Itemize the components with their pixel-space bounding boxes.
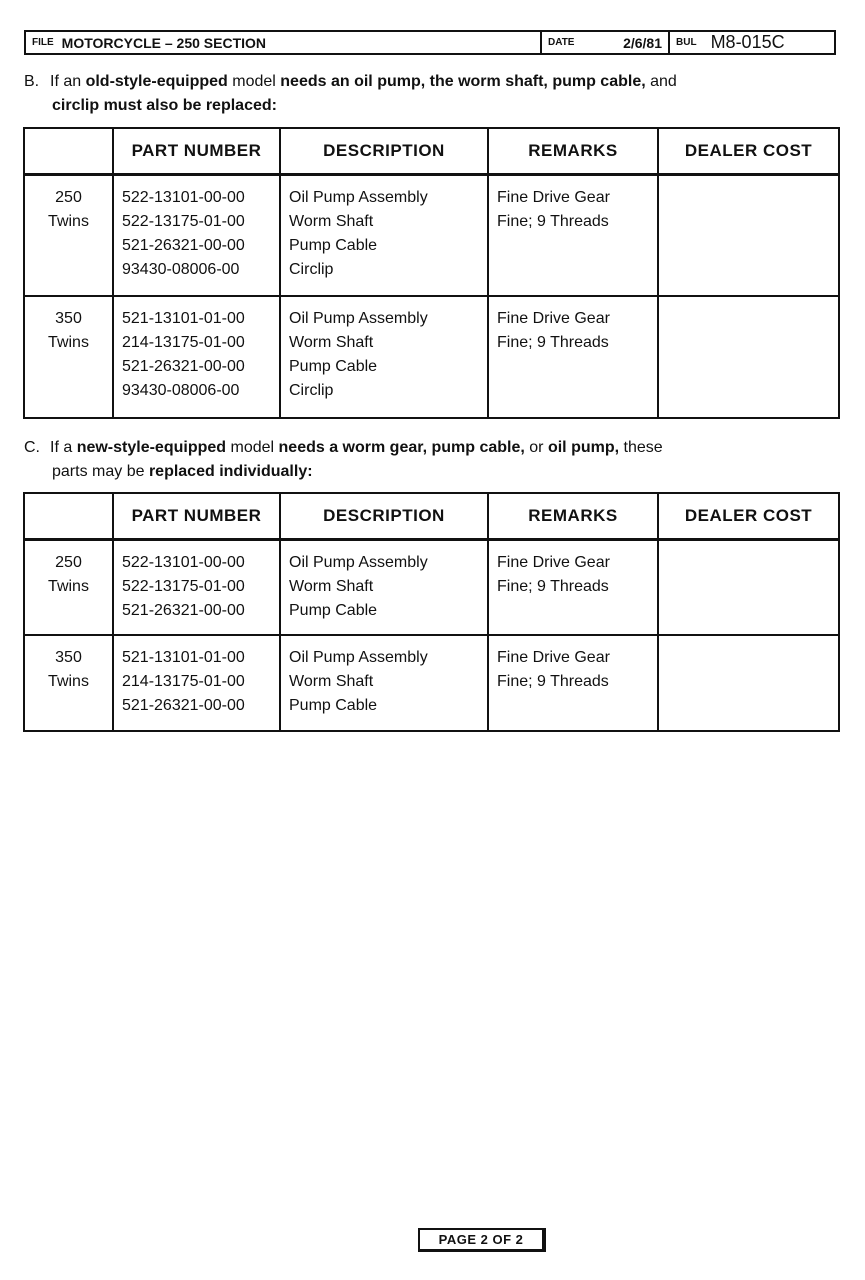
model-size: 250 bbox=[55, 553, 82, 571]
part-description: Worm Shaft bbox=[289, 212, 374, 230]
model-cell bbox=[24, 174, 113, 296]
remark: Fine Drive Gear bbox=[497, 649, 610, 666]
remarks-cell bbox=[488, 539, 658, 635]
table-row bbox=[24, 296, 839, 418]
section-b-text-3: and bbox=[645, 73, 677, 90]
model-cell bbox=[24, 296, 113, 418]
section-c-bold-4: replaced individually: bbox=[148, 463, 313, 480]
column-header-remarks: REMARKS bbox=[488, 128, 658, 174]
dealer-cost-cell bbox=[658, 174, 839, 296]
remark: Fine; 9 Threads bbox=[497, 577, 609, 595]
part-description: Pump Cable bbox=[289, 358, 378, 375]
part-description: Circlip bbox=[289, 382, 334, 399]
date-value: 2/6/81 bbox=[623, 34, 662, 51]
remarks-cell bbox=[488, 635, 658, 731]
page-number-box: PAGE 2 OF 2 bbox=[418, 1228, 546, 1252]
part-number-cell bbox=[113, 174, 280, 296]
section-b-text bbox=[24, 70, 839, 118]
bulletin-number-field bbox=[670, 32, 834, 53]
description-cell bbox=[280, 539, 488, 635]
section-c-bold-2: needs a worm gear, pump cable, bbox=[278, 439, 525, 456]
part-number: 521-13101-01-00 bbox=[122, 649, 245, 666]
section-b-bold-2: needs an oil pump, the worm shaft, pump cable, bbox=[280, 73, 646, 90]
description-cell bbox=[280, 174, 488, 296]
file-field bbox=[26, 32, 542, 53]
dealer-cost-cell bbox=[658, 635, 839, 731]
column-header-dealer-cost: DEALER COST bbox=[658, 128, 839, 174]
dealer-cost-cell bbox=[658, 296, 839, 418]
model-type: Twins bbox=[48, 673, 89, 690]
section-c-bold-3: oil pump, bbox=[547, 439, 620, 456]
bulletin-header bbox=[24, 30, 836, 55]
part-number: 214-13175-01-00 bbox=[122, 334, 245, 351]
model-size: 250 bbox=[55, 188, 82, 206]
model-cell bbox=[24, 635, 113, 731]
part-number-cell bbox=[113, 635, 280, 731]
description-cell bbox=[280, 296, 488, 418]
column-header-remarks: REMARKS bbox=[488, 493, 658, 539]
section-c-text-3: or bbox=[524, 439, 548, 456]
part-number: 93430-08006-00 bbox=[122, 382, 240, 399]
part-number-cell bbox=[113, 296, 280, 418]
model-type: Twins bbox=[48, 334, 89, 351]
part-number: 521-26321-00-00 bbox=[122, 697, 245, 714]
column-header-description: DESCRIPTION bbox=[280, 493, 488, 539]
date-tag: DATE bbox=[548, 37, 575, 48]
section-c-text bbox=[24, 436, 839, 484]
part-number-cell bbox=[113, 539, 280, 635]
part-description: Oil Pump Assembly bbox=[289, 188, 428, 206]
model-size: 350 bbox=[55, 310, 82, 327]
part-number: 522-13101-00-00 bbox=[122, 553, 245, 571]
section-c-text-1: If a bbox=[50, 439, 77, 456]
part-number: 522-13175-01-00 bbox=[122, 212, 245, 230]
part-description: Worm Shaft bbox=[289, 334, 374, 351]
part-number: 522-13101-00-00 bbox=[122, 188, 245, 206]
section-c-text-5: parts may be bbox=[52, 463, 149, 480]
part-description: Pump Cable bbox=[289, 236, 378, 254]
section-c-letter: C. bbox=[24, 439, 40, 456]
table-row bbox=[24, 635, 839, 731]
part-number: 521-13101-01-00 bbox=[122, 310, 245, 327]
table-row bbox=[24, 174, 839, 296]
part-description: Worm Shaft bbox=[289, 673, 374, 690]
section-b-letter: B. bbox=[24, 73, 40, 90]
section-c-text-2: model bbox=[226, 439, 279, 456]
section-b-text-2: model bbox=[227, 73, 281, 90]
part-description: Worm Shaft bbox=[289, 577, 374, 595]
model-type: Twins bbox=[48, 212, 89, 230]
remark: Fine Drive Gear bbox=[497, 553, 610, 571]
file-value: MOTORCYCLE – 250 SECTION bbox=[61, 34, 267, 51]
bul-value: M8-015C bbox=[710, 32, 785, 52]
part-number: 521-26321-00-00 bbox=[122, 358, 245, 375]
file-tag: FILE bbox=[32, 37, 54, 48]
section-c-bold-1: new-style-equipped bbox=[76, 439, 227, 456]
part-number: 521-26321-00-00 bbox=[122, 236, 245, 254]
part-description: Oil Pump Assembly bbox=[289, 310, 428, 327]
table-row bbox=[24, 539, 839, 635]
part-number: 522-13175-01-00 bbox=[122, 577, 245, 595]
dealer-cost-cell bbox=[658, 539, 839, 635]
model-type: Twins bbox=[48, 577, 89, 595]
bul-tag: BUL bbox=[676, 37, 697, 48]
column-header-model bbox=[24, 493, 113, 539]
column-header-part-number: PART NUMBER bbox=[113, 128, 280, 174]
part-number: 93430-08006-00 bbox=[122, 260, 240, 278]
section-b-bold-1: old-style-equipped bbox=[85, 73, 228, 90]
remark: Fine; 9 Threads bbox=[497, 334, 609, 351]
part-number: 521-26321-00-00 bbox=[122, 601, 245, 619]
parts-table-c bbox=[23, 492, 840, 732]
remark: Fine Drive Gear bbox=[497, 188, 610, 206]
model-size: 350 bbox=[55, 649, 82, 666]
remarks-cell bbox=[488, 296, 658, 418]
part-description: Pump Cable bbox=[289, 697, 378, 714]
date-field bbox=[542, 32, 670, 53]
column-header-model bbox=[24, 128, 113, 174]
part-description: Circlip bbox=[289, 260, 334, 278]
part-description: Pump Cable bbox=[289, 601, 378, 619]
model-cell bbox=[24, 539, 113, 635]
part-description: Oil Pump Assembly bbox=[289, 649, 428, 666]
column-header-dealer-cost: DEALER COST bbox=[658, 493, 839, 539]
remark: Fine; 9 Threads bbox=[497, 212, 609, 230]
remarks-cell bbox=[488, 174, 658, 296]
part-description: Oil Pump Assembly bbox=[289, 553, 428, 571]
table-header-row bbox=[24, 128, 839, 174]
remark: Fine; 9 Threads bbox=[497, 673, 609, 690]
part-number: 214-13175-01-00 bbox=[122, 673, 245, 690]
remark: Fine Drive Gear bbox=[497, 310, 610, 327]
parts-table-b bbox=[23, 127, 840, 419]
section-c-text-4: these bbox=[619, 439, 663, 456]
section-b-bold-3: circlip must also be replaced: bbox=[52, 97, 277, 114]
column-header-part-number: PART NUMBER bbox=[113, 493, 280, 539]
column-header-description: DESCRIPTION bbox=[280, 128, 488, 174]
table-header-row bbox=[24, 493, 839, 539]
section-b-text-1: If an bbox=[50, 73, 86, 90]
description-cell bbox=[280, 635, 488, 731]
